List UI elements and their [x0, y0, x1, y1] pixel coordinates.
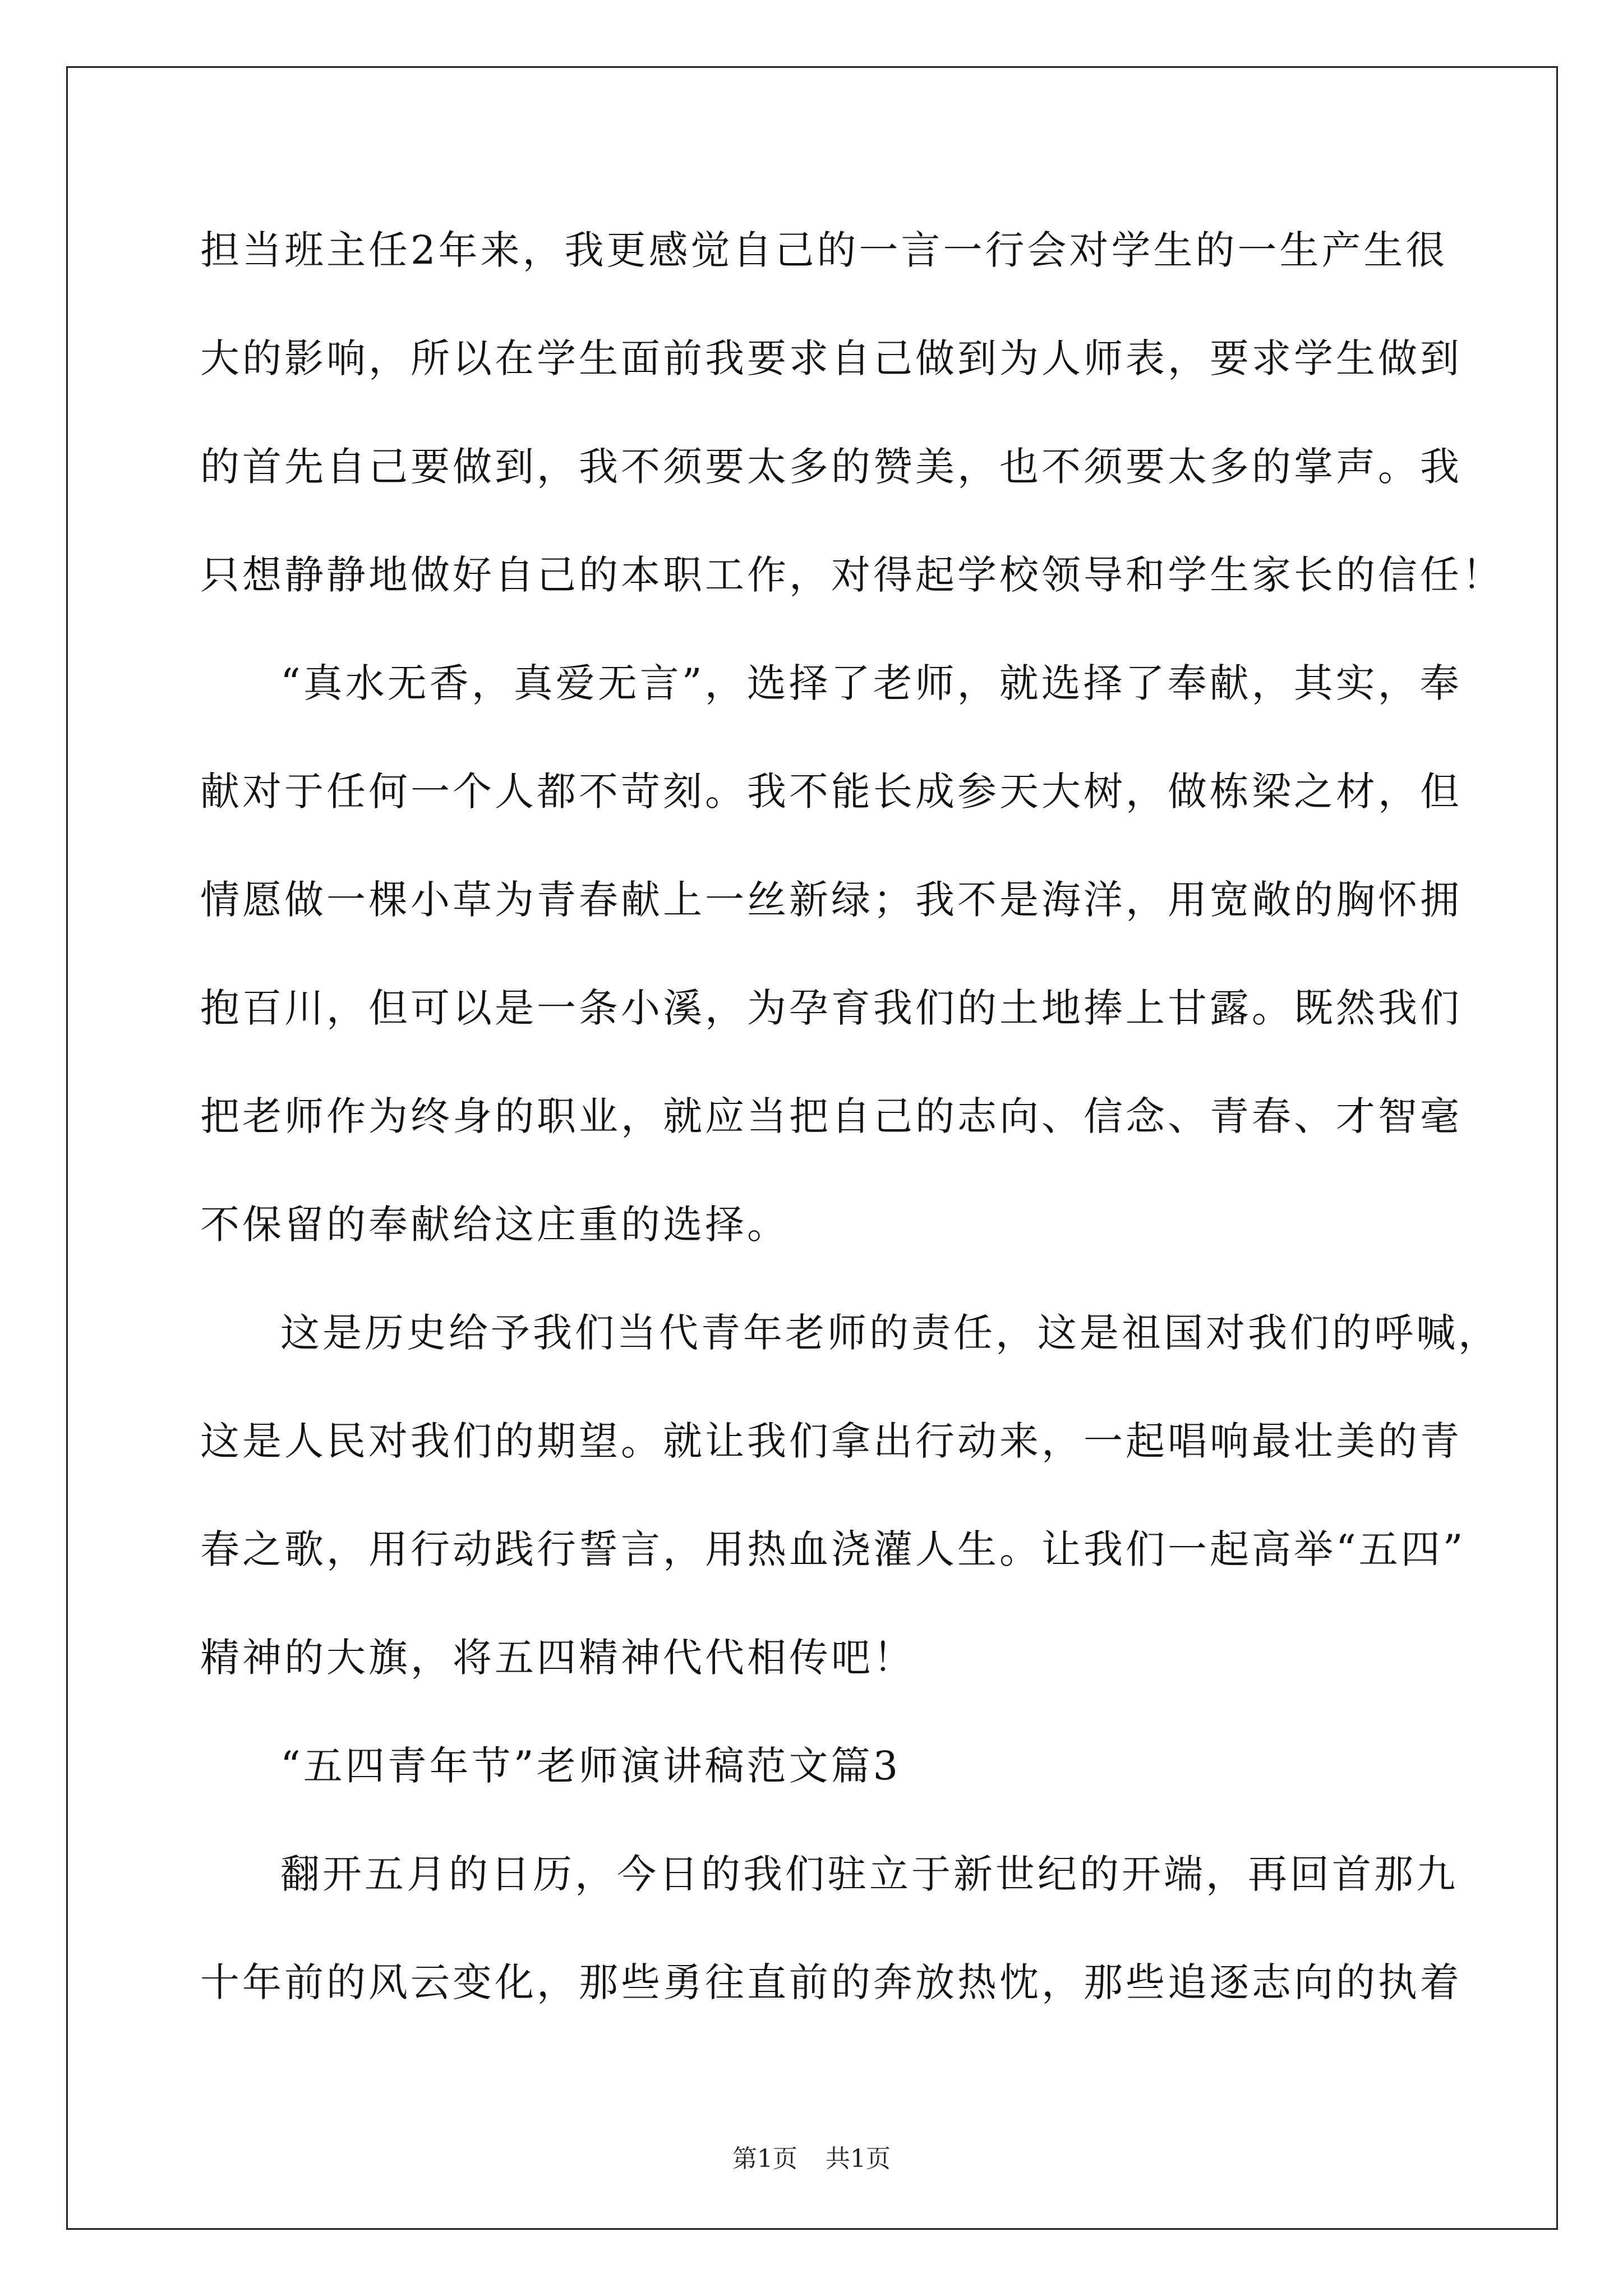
- text-line: 精神的大旗，将五四精神代代相传吧！: [200, 1635, 915, 1681]
- text-line: 大的影响，所以在学生面前我要求自己做到为人师表，要求学生做到: [200, 335, 1462, 381]
- text-line: 担当班主任2年来，我更感觉自己的一言一行会对学生的一生产生很: [200, 227, 1448, 273]
- text-line: 春之歌，用行动践行誓言，用热血浇灌人生。让我们一起高举“五四”: [200, 1526, 1466, 1572]
- page-number: 第1页: [732, 2145, 797, 2173]
- paragraph-first-line: 这是历史给予我们当代青年老师的责任，这是祖国对我们的呼喊，: [280, 1310, 1500, 1356]
- text-line: 抱百川，但可以是一条小溪，为孕育我们的土地捧上甘露。既然我们: [200, 985, 1462, 1031]
- page-frame: [66, 66, 1558, 2230]
- text-line: 不保留的奉献给这庄重的选择。: [200, 1202, 789, 1248]
- paragraph-first-line: “真水无香，真爱无言”，选择了老师，就选择了奉献，其实，奉: [280, 660, 1462, 706]
- text-line: 只想静静地做好自己的本职工作，对得起学校领导和学生家长的信任！: [200, 552, 1504, 598]
- page-total: 共1页: [826, 2145, 891, 2173]
- text-line: 把老师作为终身的职业，就应当把自己的志向、信念、青春、才智毫: [200, 1093, 1462, 1139]
- page-footer: [0, 2138, 1623, 2174]
- text-line: 的首先自己要做到，我不须要太多的赞美，也不须要太多的掌声。我: [200, 444, 1462, 490]
- text-line: 情愿做一棵小草为青春献上一丝新绿；我不是海洋，用宽敞的胸怀拥: [200, 877, 1462, 923]
- text-line: 这是人民对我们的期望。就让我们拿出行动来，一起唱响最壮美的青: [200, 1418, 1462, 1464]
- paragraph-first-line: 翻开五月的日历，今日的我们驻立于新世纪的开端，再回首那九: [280, 1851, 1458, 1897]
- text-line: 十年前的风云变化，那些勇往直前的奔放热忱，那些追逐志向的执着: [200, 1959, 1462, 2005]
- section-heading: “五四青年节”老师演讲稿范文篇3: [280, 1743, 901, 1789]
- text-line: 献对于任何一个人都不苛刻。我不能长成参天大树，做栋梁之材，但: [200, 769, 1462, 815]
